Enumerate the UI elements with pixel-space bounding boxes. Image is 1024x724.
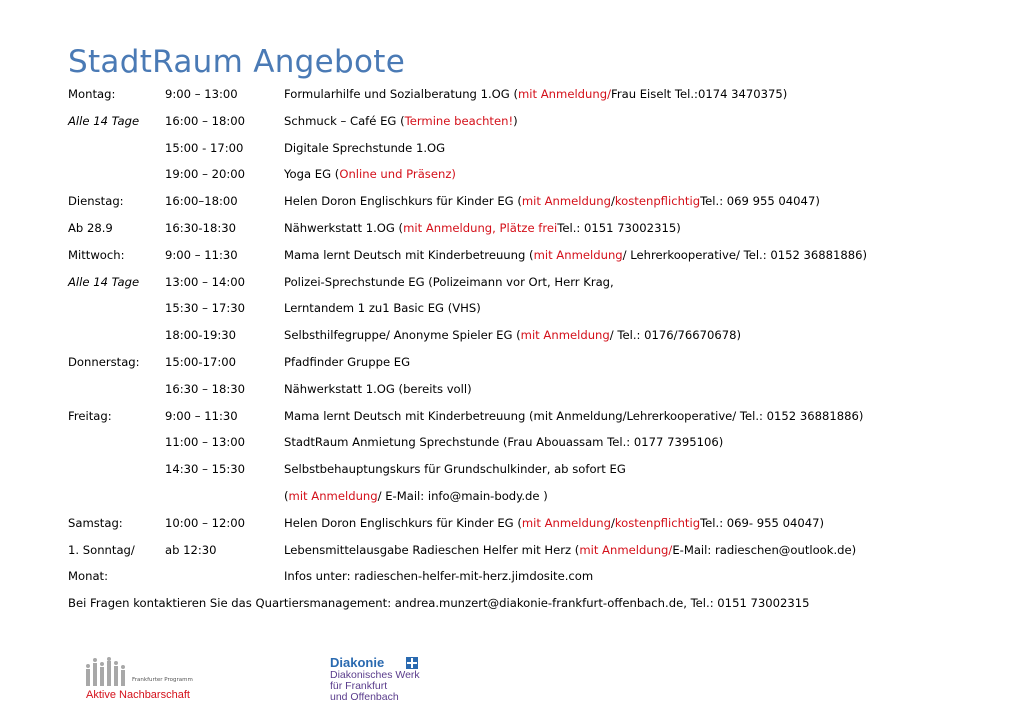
activity-description bbox=[284, 273, 614, 291]
day-label: 1. Sonntag/ bbox=[68, 542, 135, 557]
day-label: Mittwoch: bbox=[68, 247, 125, 262]
description-text: Mama lernt Deutsch mit Kinderbetreuung ( bbox=[284, 247, 534, 262]
activity-description bbox=[284, 567, 593, 585]
diakonie-line-3: und Offenbach bbox=[330, 691, 399, 703]
activity-description bbox=[284, 326, 741, 344]
highlight-note: mit Anmeldung bbox=[521, 515, 611, 530]
activity-description bbox=[284, 112, 518, 130]
description-text: E-Mail: radieschen@outlook.de) bbox=[672, 542, 857, 557]
time-range: 13:00 – 14:00 bbox=[165, 274, 245, 289]
description-text: Lerntandem 1 zu1 Basic EG (VHS) bbox=[284, 301, 481, 316]
diakonie-line-1: Diakonisches Werk bbox=[330, 669, 420, 681]
diakonie-logo bbox=[330, 655, 450, 715]
time-range: 9:00 – 11:30 bbox=[165, 408, 238, 423]
people-bars-icon bbox=[86, 657, 132, 687]
description-text: / Lehrerkooperative/ Tel.: 0152 36881886) bbox=[622, 247, 868, 262]
description-text: StadtRaum Anmietung Sprechstunde (Frau Abouassam Tel.: 0177 7395106) bbox=[284, 435, 724, 450]
description-text: Infos unter: radieschen-helfer-mit-herz.jimdosite.com bbox=[284, 569, 594, 584]
page-title: StadtRaum Angebote bbox=[68, 44, 406, 80]
time-range: 16:30 – 18:30 bbox=[165, 381, 245, 396]
highlight-note: mit Anmeldung bbox=[521, 194, 611, 209]
activity-description bbox=[284, 460, 626, 478]
description-text: / bbox=[610, 515, 615, 530]
day-label: Freitag: bbox=[68, 408, 112, 423]
diakonie-subtitle bbox=[330, 670, 420, 703]
activity-description bbox=[284, 165, 456, 183]
activity-description bbox=[284, 219, 681, 237]
highlight-note: mit Anmeldung, Plätze frei bbox=[403, 220, 558, 235]
diakonie-cross-icon bbox=[406, 657, 418, 669]
description-text: Frau Eiselt Tel.:0174 3470375) bbox=[611, 87, 788, 101]
activity-description bbox=[284, 85, 787, 103]
highlight-note: kostenpflichtig bbox=[614, 194, 701, 209]
time-range: ab 12:30 bbox=[165, 542, 217, 557]
description-text: Pfadfinder Gruppe EG bbox=[284, 354, 411, 369]
highlight-note: mit Anmeldung/ bbox=[579, 542, 673, 557]
day-label: Monat: bbox=[68, 569, 109, 584]
description-text: / Tel.: 0176/76670678) bbox=[609, 328, 742, 343]
time-range: 16:00–18:00 bbox=[165, 194, 238, 209]
day-label: Alle 14 Tage bbox=[68, 113, 140, 128]
description-text: Lebensmittelausgabe Radieschen Helfer mit Herz ( bbox=[284, 542, 580, 557]
activity-description bbox=[284, 139, 445, 157]
activity-description bbox=[284, 192, 820, 210]
diakonie-name: Diakonie bbox=[330, 655, 385, 670]
time-range: 9:00 – 11:30 bbox=[165, 247, 238, 262]
frankfurter-programm-logo bbox=[86, 657, 256, 707]
description-text: Polizei-Sprechstunde EG (Polizeimann vor Ort, Herr Krag, bbox=[284, 274, 614, 289]
description-text: Digitale Sprechstunde 1.OG bbox=[284, 140, 446, 155]
activity-description bbox=[284, 514, 824, 532]
description-text: Formularhilfe und Sozialberatung 1.OG ( bbox=[284, 87, 518, 101]
activity-description bbox=[284, 487, 548, 505]
day-label: Samstag: bbox=[68, 515, 123, 530]
highlight-note: kostenpflichtig bbox=[614, 515, 701, 530]
description-text: Nähwerkstatt 1.OG (bereits voll) bbox=[284, 381, 472, 396]
time-range: 18:00-19:30 bbox=[165, 328, 237, 343]
time-range: 15:00-17:00 bbox=[165, 354, 237, 369]
day-label: Alle 14 Tage bbox=[68, 274, 140, 289]
activity-description bbox=[284, 380, 472, 398]
time-range: 16:30-18:30 bbox=[165, 220, 237, 235]
contact-footer: Bei Fragen kontaktieren Sie das Quartiersmanagement: andrea.munzert@diakonie-frankfurt-offenbach.de, Tel.: 0151 73002315 bbox=[68, 596, 810, 610]
description-text: Schmuck – Café EG ( bbox=[284, 113, 405, 128]
activity-description bbox=[284, 353, 410, 371]
day-label: Montag: bbox=[68, 87, 116, 101]
description-text: Mama lernt Deutsch mit Kinderbetreuung (mit Anmeldung/Lehrerkooperative/ Tel.: 0152 36881886) bbox=[284, 408, 864, 423]
day-label: Dienstag: bbox=[68, 194, 124, 209]
description-text: Tel.: 0151 73002315) bbox=[557, 220, 681, 235]
activity-description bbox=[284, 246, 867, 264]
description-text: / E-Mail: info@main-body.de ) bbox=[377, 488, 548, 503]
time-range: 10:00 – 12:00 bbox=[165, 515, 245, 530]
activity-description bbox=[284, 299, 481, 317]
description-text: Tel.: 069 955 04047) bbox=[700, 194, 820, 209]
description-text: Helen Doron Englischkurs für Kinder EG ( bbox=[284, 194, 522, 209]
diakonie-line-2: für Frankfurt bbox=[330, 680, 388, 692]
highlight-note: mit Anmeldung bbox=[288, 488, 378, 503]
time-range: 15:00 - 17:00 bbox=[165, 140, 244, 155]
day-label: Donnerstag: bbox=[68, 354, 140, 369]
activity-description bbox=[284, 407, 863, 425]
time-range: 11:00 – 13:00 bbox=[165, 435, 245, 450]
time-range: 9:00 – 13:00 bbox=[165, 87, 238, 101]
highlight-note: Termine beachten! bbox=[404, 113, 514, 128]
highlight-note: Online und Präsenz) bbox=[339, 167, 456, 182]
description-text: Tel.: 069- 955 04047) bbox=[700, 515, 825, 530]
day-label: Ab 28.9 bbox=[68, 220, 113, 235]
description-text: ( bbox=[284, 488, 289, 503]
description-text: Selbstbehauptungskurs für Grundschulkinder, ab sofort EG bbox=[284, 462, 626, 477]
activity-description bbox=[284, 433, 723, 451]
description-text: / bbox=[610, 194, 615, 209]
description-text: Nähwerkstatt 1.OG ( bbox=[284, 220, 404, 235]
description-text: Selbsthilfegruppe/ Anonyme Spieler EG ( bbox=[284, 328, 521, 343]
time-range: 16:00 – 18:00 bbox=[165, 113, 245, 128]
highlight-note: mit Anmeldung/ bbox=[518, 87, 611, 101]
activity-description bbox=[284, 541, 856, 559]
description-text: ) bbox=[513, 113, 518, 128]
time-range: 19:00 – 20:00 bbox=[165, 167, 245, 182]
time-range: 14:30 – 15:30 bbox=[165, 462, 245, 477]
highlight-note: mit Anmeldung bbox=[533, 247, 623, 262]
description-text: Helen Doron Englischkurs für Kinder EG ( bbox=[284, 515, 522, 530]
aktive-nachbarschaft-label: Aktive Nachbarschaft bbox=[86, 689, 190, 701]
frankfurter-programm-label: Frankfurter Programm bbox=[132, 677, 193, 683]
description-text: Yoga EG ( bbox=[284, 167, 340, 182]
highlight-note: mit Anmeldung bbox=[520, 328, 610, 343]
time-range: 15:30 – 17:30 bbox=[165, 301, 245, 316]
